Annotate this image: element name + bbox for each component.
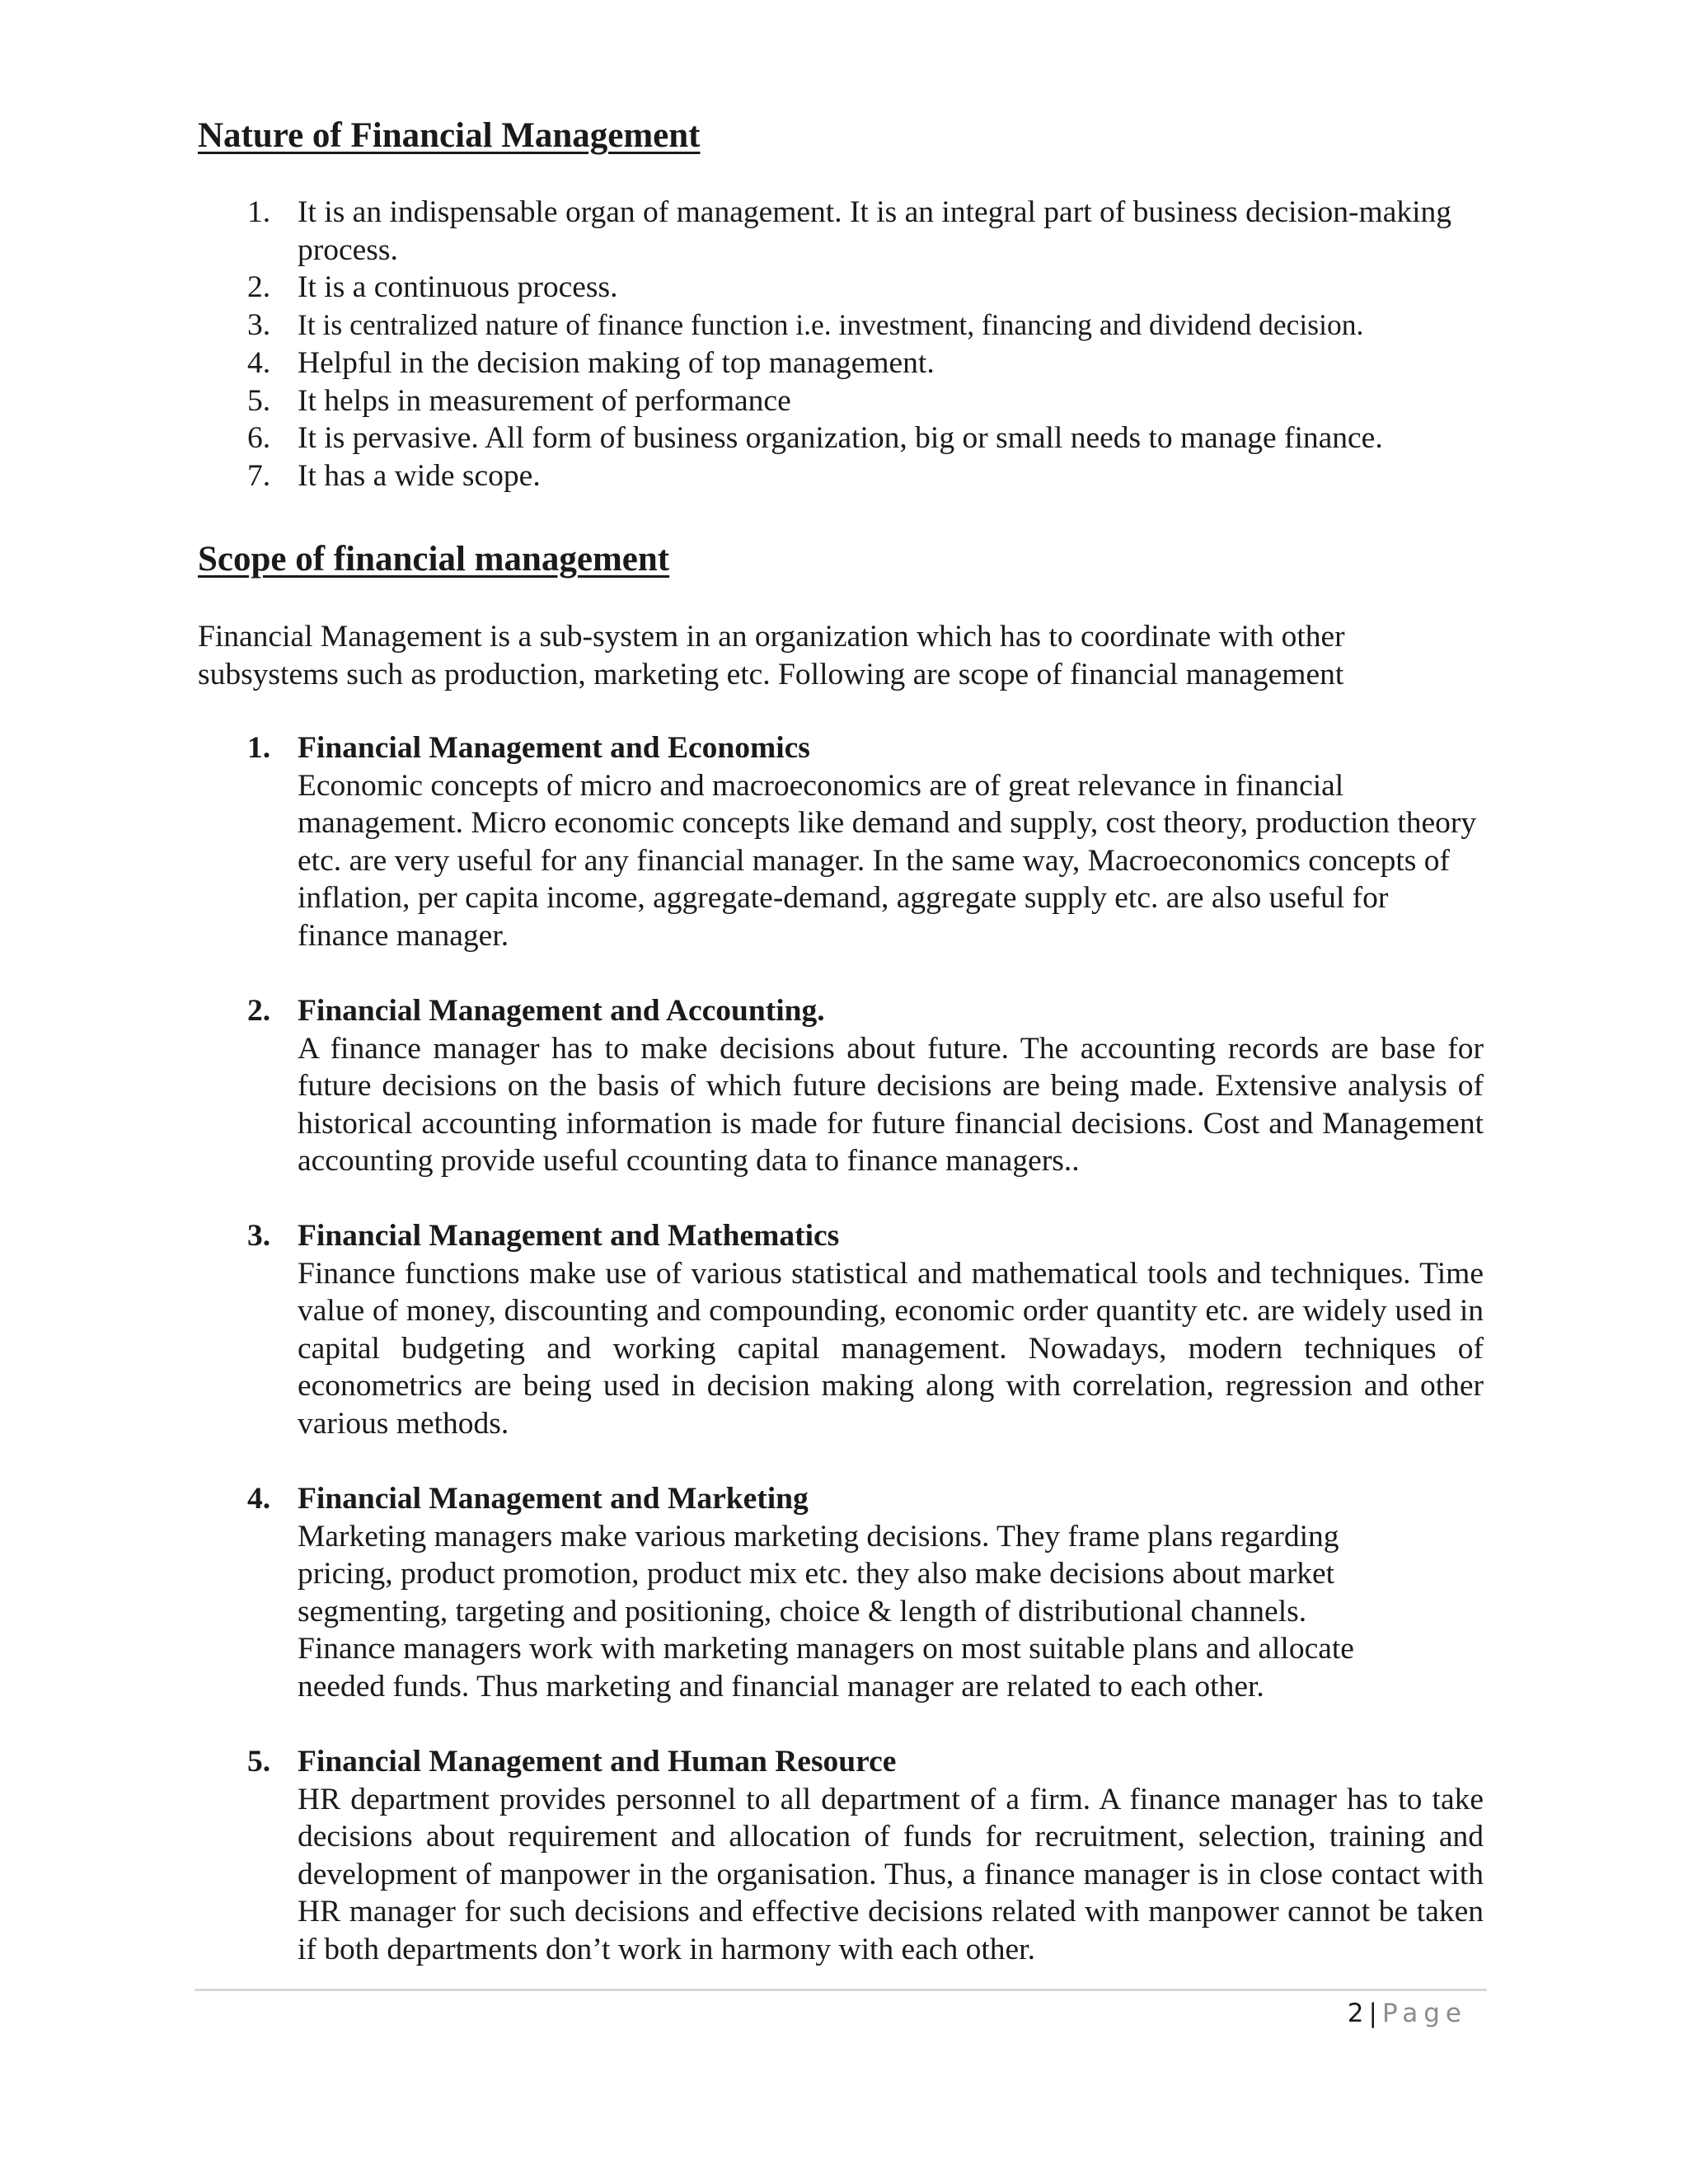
list-item-text: It is centralized nature of finance function i.e. investment, financing and dividend decision. — [298, 308, 1364, 342]
scope-item-body: Economic concepts of micro and macroeconomics are of great relevance in financial management. Micro economic concepts like demand and supply, cost theory, production theory etc. are very useful for any financial manager. In the same way, Macroeconomics concepts of inflation, per capita income, aggregate-demand, aggregate supply etc. are also useful for finance manager. — [298, 768, 1477, 953]
scope-item-body: A finance manager has to make decisions about future. The accounting records are base for future decisions on the basis of which future decisions are being made. Extensive analysis of historical accounting information is made for future financial decisions. Cost and Management accounting provide useful ccounting data to finance managers.. — [298, 1031, 1484, 1178]
scope-item-title: Financial Management and Economics — [298, 731, 810, 765]
scope-item-mathematics — [198, 1217, 1484, 1442]
footer-divider — [195, 1989, 1487, 1991]
scope-item-human-resource — [198, 1743, 1484, 1968]
scope-item-title: Financial Management and Marketing — [298, 1482, 809, 1516]
list-item-text: It is a continuous process. — [298, 270, 618, 305]
scope-item-number: 4. — [247, 1482, 271, 1516]
list-item — [198, 307, 1484, 344]
scope-item-marketing — [198, 1480, 1484, 1705]
scope-item-number: 3. — [247, 1219, 271, 1253]
list-item-text: It helps in measurement of performance — [298, 383, 791, 418]
footer-separator: | — [1368, 1999, 1377, 2028]
nature-list — [198, 194, 1484, 495]
list-item-number: 1. — [247, 195, 271, 229]
scope-item-number: 2. — [247, 994, 271, 1028]
scope-item-number: 1. — [247, 731, 271, 765]
page-footer — [1348, 1997, 1467, 2030]
scope-item-number: 5. — [247, 1745, 271, 1779]
scope-heading: Scope of financial management — [198, 540, 670, 579]
list-item-text: It is pervasive. All form of business organization, big or small needs to manage finance. — [298, 421, 1383, 456]
scope-item-title: Financial Management and Accounting. — [298, 994, 825, 1028]
scope-item-body: Finance functions make use of various statistical and mathematical tools and techniques. Time value of money, discounting and compounding, economic order quantity etc. are widely used in capital budgeting and working capital management. Nowadays, modern techniques of econometrics are being used in decision making along with correlation, regression and other various methods. — [298, 1256, 1484, 1441]
list-item-number: 2. — [247, 270, 271, 305]
list-item-number: 7. — [247, 458, 271, 493]
list-item — [198, 457, 1484, 495]
scope-item-title: Financial Management and Mathematics — [298, 1219, 840, 1253]
scope-item-accounting — [198, 992, 1484, 1180]
page-number: 2 — [1347, 1999, 1364, 2028]
nature-heading: Nature of Financial Management — [198, 116, 701, 155]
list-item-number: 4. — [247, 345, 271, 380]
list-item-text: It is an indispensable organ of management. It is an integral part of business decision-making process. — [298, 195, 1452, 267]
list-item-number: 6. — [247, 421, 271, 456]
list-item-text: It has a wide scope. — [298, 458, 541, 493]
scope-item-body: Marketing managers make various marketing decisions. They frame plans regarding pricing, product promotion, product mix etc. they also make decisions about market segmenting, targeting and positioning, choice & length of distributional channels. Finance managers work with marketing managers on most suitable plans and allocate needed funds. Thus marketing and financial manager are related to each other. — [298, 1519, 1354, 1704]
scope-item-body: HR department provides personnel to all department of a firm. A finance manager has to take decisions about requirement and allocation of funds for recruitment, selection, training and development of manpower in the organisation. Thus, a finance manager is in close contact with HR manager for such decisions and effective decisions related with manpower cannot be taken if both departments don’t work in harmony with each other. — [298, 1782, 1484, 1966]
list-item — [198, 382, 1484, 420]
list-item — [198, 269, 1484, 307]
list-item-text: Helpful in the decision making of top management. — [298, 345, 935, 380]
list-item-number: 3. — [247, 308, 271, 343]
scope-item-title: Financial Management and Human Resource — [298, 1745, 897, 1779]
scope-intro: Financial Management is a sub-system in an organization which has to coordinate with other subsystems such as production, marketing etc. Following are scope of financial management — [198, 620, 1345, 691]
list-item — [198, 344, 1484, 382]
list-item-number: 5. — [247, 383, 271, 418]
list-item — [198, 194, 1484, 269]
scope-item-economics — [198, 729, 1484, 954]
list-item — [198, 419, 1484, 457]
page-label: Page — [1381, 1999, 1467, 2028]
